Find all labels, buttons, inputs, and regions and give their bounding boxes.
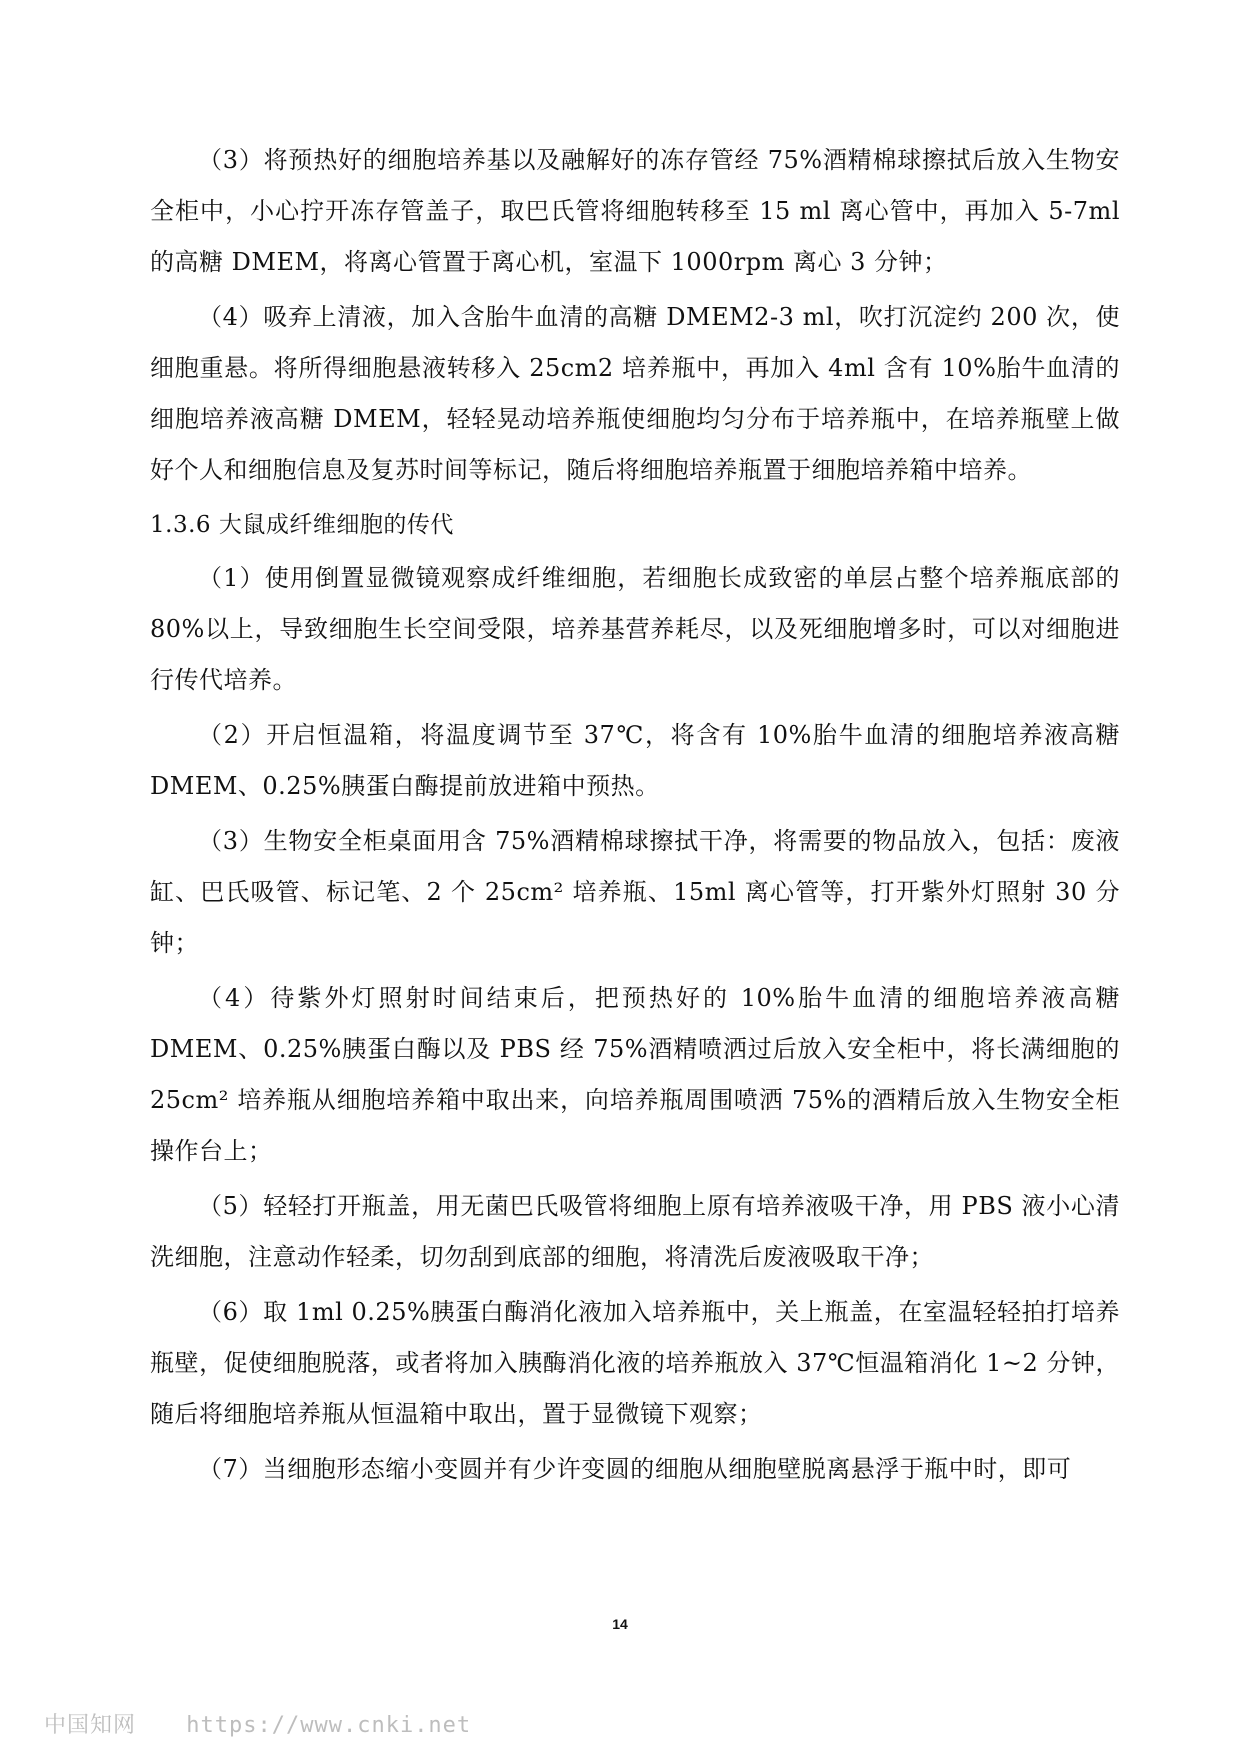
paragraph-step-4-resuspend: （4）吸弃上清液，加入含胎牛血清的高糖 DMEM2-3 ml，吹打沉淀约 200 次，使细胞重悬。将所得细胞悬液转移入 25cm2 培养瓶中，再加入 4ml 含有 10%胎牛血清的细胞培养液高糖 DMEM，轻轻晃动培养瓶使细胞均匀分布于培养瓶中，在培养瓶壁上做好个人和细胞信息及复苏时间等标记，随后将细胞培养瓶置于细胞培养箱中培养。 [150, 303, 1120, 484]
paragraph-passage-step-1: （1）使用倒置显微镜观察成纤维细胞，若细胞长成致密的单层占整个培养瓶底部的 80%以上，导致细胞生长空间受限，培养基营养耗尽，以及死细胞增多时，可以对细胞进行传代培养。 [150, 564, 1120, 694]
cnki-watermark [44, 1708, 471, 1739]
paragraph-passage-step-4: （4）待紫外灯照射时间结束后，把预热好的 10%胎牛血清的细胞培养液高糖 DMEM、0.25%胰蛋白酶以及 PBS 经 75%酒精喷洒过后放入安全柜中，将长满细胞的 25cm² 培养瓶从细胞培养箱中取出来，向培养瓶周围喷洒 75%的酒精后放入生物安全柜操作台上； [150, 984, 1120, 1165]
watermark-url: https://www.cnki.net [186, 1713, 472, 1738]
paragraph-passage-step-7: （7）当细胞形态缩小变圆并有少许变圆的细胞从细胞壁脱离悬浮于瓶中时，即可 [198, 1455, 1072, 1483]
paragraph-step-3-thaw: （3）将预热好的细胞培养基以及融解好的冻存管经 75%酒精棉球擦拭后放入生物安全柜中，小心拧开冻存管盖子，取巴氏管将细胞转移至 15 ml 离心管中，再加入 5-7ml 的高糖 DMEM，将离心管置于离心机，室温下 1000rpm 离心 3 分钟； [150, 146, 1120, 276]
watermark-cn-text: 中国知网 [44, 1713, 137, 1738]
paragraph-passage-step-5: （5）轻轻打开瓶盖，用无菌巴氏吸管将细胞上原有培养液吸干净，用 PBS 液小心清洗细胞，注意动作轻柔，切勿刮到底部的细胞，将清洗后废液吸取干净； [150, 1192, 1120, 1271]
document-body [150, 135, 1120, 1499]
section-heading-1-3-6: 1.3.6 大鼠成纤维细胞的传代 [150, 512, 454, 538]
paragraph-passage-step-3: （3）生物安全柜桌面用含 75%酒精棉球擦拭干净，将需要的物品放入，包括：废液缸、巴氏吸管、标记笔、2 个 25cm² 培养瓶、15ml 离心管等，打开紫外灯照射 30 分钟； [150, 827, 1120, 957]
paragraph-passage-step-6: （6）取 1ml 0.25%胰蛋白酶消化液加入培养瓶中，关上瓶盖，在室温轻轻拍打培养瓶壁，促使细胞脱落，或者将加入胰酶消化液的培养瓶放入 37℃恒温箱消化 1~2 分钟，随后将细胞培养瓶从恒温箱中取出，置于显微镜下观察； [150, 1298, 1120, 1428]
paragraph-passage-step-2: （2）开启恒温箱，将温度调节至 37℃，将含有 10%胎牛血清的细胞培养液高糖 DMEM、0.25%胰蛋白酶提前放进箱中预热。 [150, 721, 1120, 800]
page-number: 14 [612, 1616, 628, 1632]
